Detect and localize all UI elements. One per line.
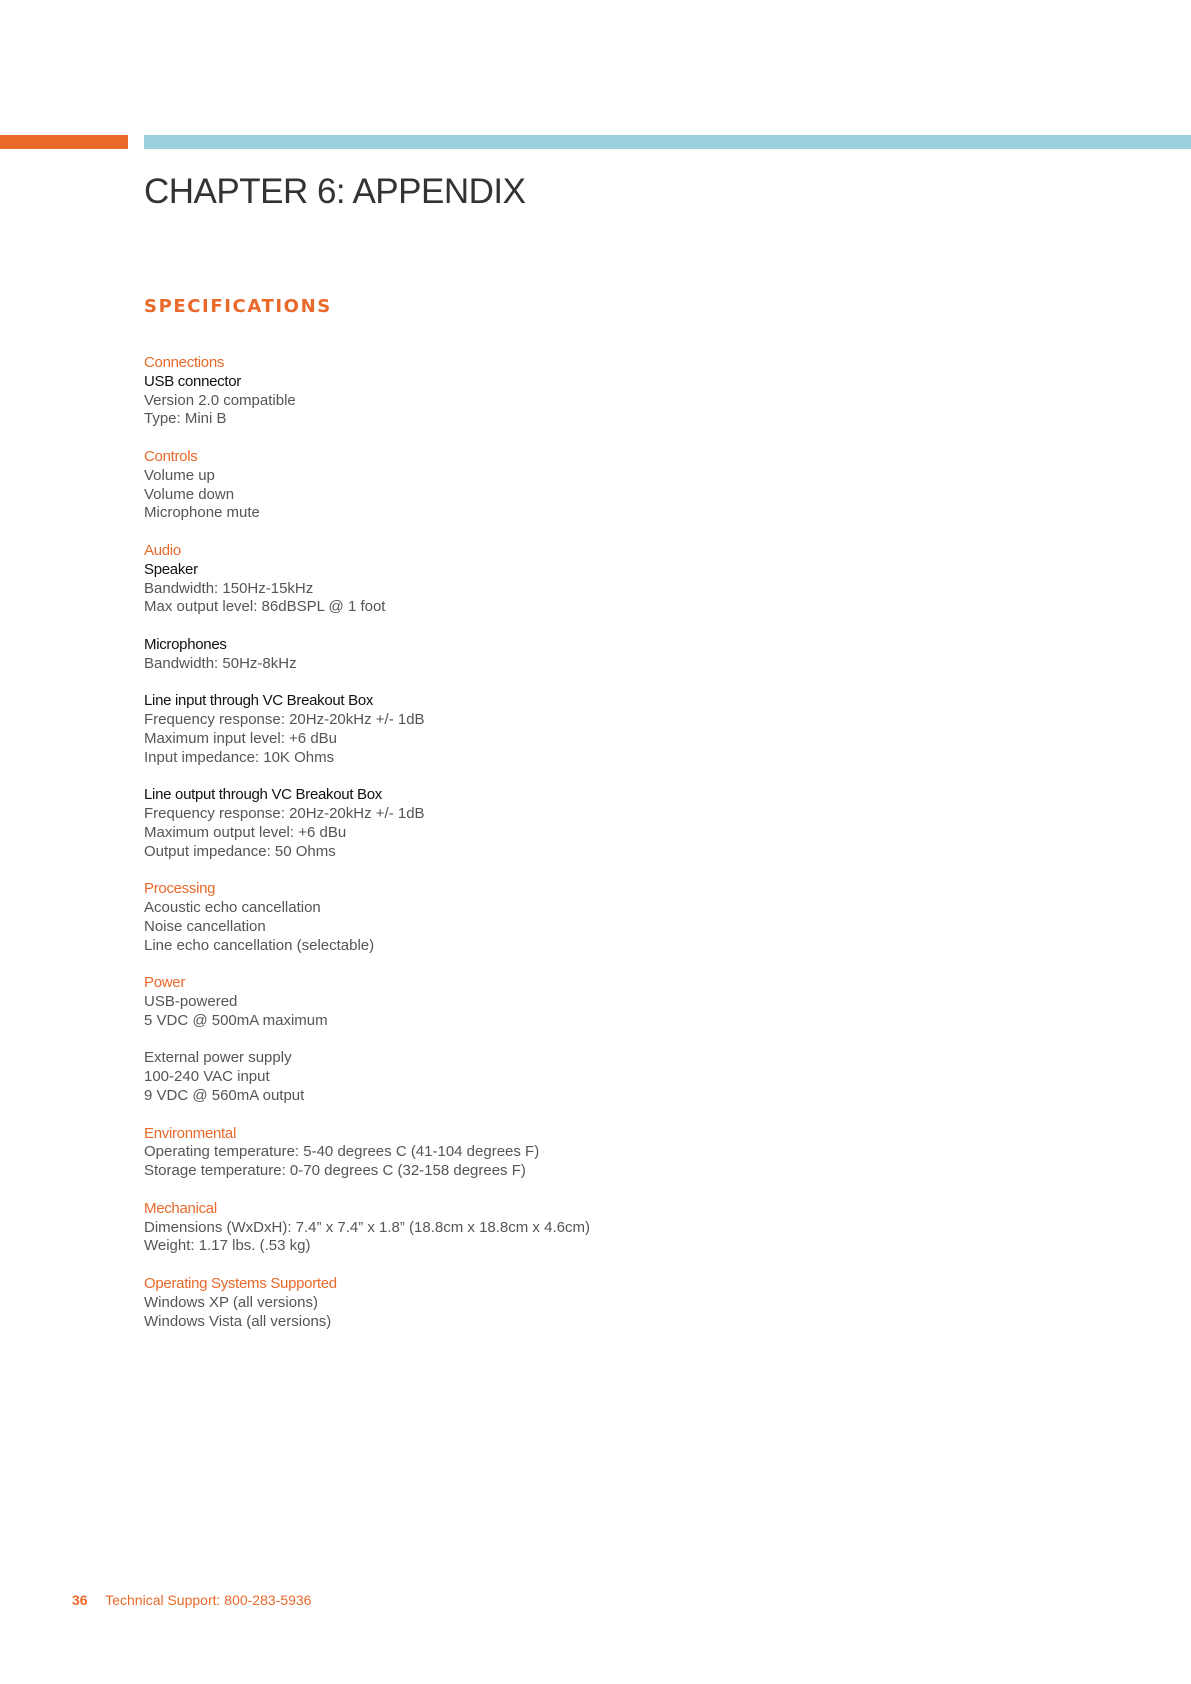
spec-subgroup [144,786,1144,861]
spec-line: 5 VDC @ 500mA maximum [144,1011,328,1029]
spec-subgroup [144,636,1144,674]
spec-group-title: Controls [144,447,198,465]
spec-line: Noise cancellation [144,917,266,935]
spec-line: Line echo cancellation (selectable) [144,936,375,954]
spec-line: Output impedance: 50 Ohms [144,842,336,860]
spec-line: Type: Mini B [144,410,227,428]
spec-group-title: Processing [144,880,216,898]
spec-group [144,448,1144,523]
spec-line: Input impedance: 10K Ohms [144,748,335,766]
spec-group-title: Audio [144,541,181,559]
spec-group-title: Power [144,974,186,992]
spec-subgroup [144,1294,1144,1332]
spec-line: Storage temperature: 0-70 degrees C (32-158 degrees F) [144,1162,526,1180]
page-number: 36 [72,1592,88,1608]
spec-line: Windows XP (all versions) [144,1293,318,1311]
spec-line: Max output level: 86dBSPL @ 1 foot [144,598,386,616]
spec-subgroup-title: USB connector [144,372,241,390]
spec-line: Maximum output level: +6 dBu [144,823,347,841]
spec-subgroup [144,373,1144,429]
spec-group [144,1125,1144,1181]
chapter-title: CHAPTER 6: APPENDIX [144,172,526,211]
spec-subgroup [144,899,1144,955]
spec-subgroup-title: Line input through VC Breakout Box [144,692,374,710]
spec-subgroup [144,692,1144,767]
specifications-list [144,354,1144,1350]
spec-group [144,974,1144,1106]
spec-group [144,542,1144,862]
spec-line: Volume up [144,466,215,484]
page-footer [72,1592,311,1608]
spec-group [144,1275,1144,1331]
spec-group [144,354,1144,429]
spec-line: Bandwidth: 150Hz-15kHz [144,579,314,597]
spec-line: 9 VDC @ 560mA output [144,1087,305,1105]
spec-line: Microphone mute [144,504,260,522]
spec-group-title: Operating Systems Supported [144,1275,337,1293]
spec-line: 100-240 VAC input [144,1068,270,1086]
spec-line: USB-powered [144,993,238,1011]
spec-line: Volume down [144,485,235,503]
header-accent-bar-orange [0,135,128,149]
spec-line: Frequency response: 20Hz-20kHz +/- 1dB [144,805,425,823]
spec-subgroup [144,467,1144,523]
spec-line: Frequency response: 20Hz-20kHz +/- 1dB [144,711,425,729]
spec-line: Windows Vista (all versions) [144,1312,332,1330]
section-title: SPECIFICATIONS [144,296,332,317]
spec-subgroup [144,561,1144,617]
spec-subgroup [144,1219,1144,1257]
spec-line: Version 2.0 compatible [144,391,296,409]
spec-subgroup [144,1049,1144,1105]
header-accent-bar-blue [144,135,1191,149]
spec-subgroup-title: Microphones [144,635,227,653]
technical-support-text: Technical Support: 800-283-5936 [105,1592,312,1608]
spec-line: Maximum input level: +6 dBu [144,729,338,747]
spec-group [144,880,1144,955]
spec-group-title: Environmental [144,1124,236,1142]
spec-subgroup [144,993,1144,1031]
spec-group-title: Mechanical [144,1199,217,1217]
spec-line: External power supply [144,1049,292,1067]
spec-line: Bandwidth: 50Hz-8kHz [144,654,297,672]
spec-group [144,1200,1144,1256]
spec-line: Weight: 1.17 lbs. (.53 kg) [144,1237,311,1255]
spec-subgroup [144,1143,1144,1181]
spec-line: Dimensions (WxDxH): 7.4” x 7.4” x 1.8” (18.8cm x 18.8cm x 4.6cm) [144,1218,590,1236]
spec-group-title: Connections [144,354,225,371]
spec-subgroup-title: Speaker [144,560,198,578]
spec-line: Operating temperature: 5-40 degrees C (41-104 degrees F) [144,1143,540,1161]
spec-line: Acoustic echo cancellation [144,899,321,917]
spec-subgroup-title: Line output through VC Breakout Box [144,786,382,804]
